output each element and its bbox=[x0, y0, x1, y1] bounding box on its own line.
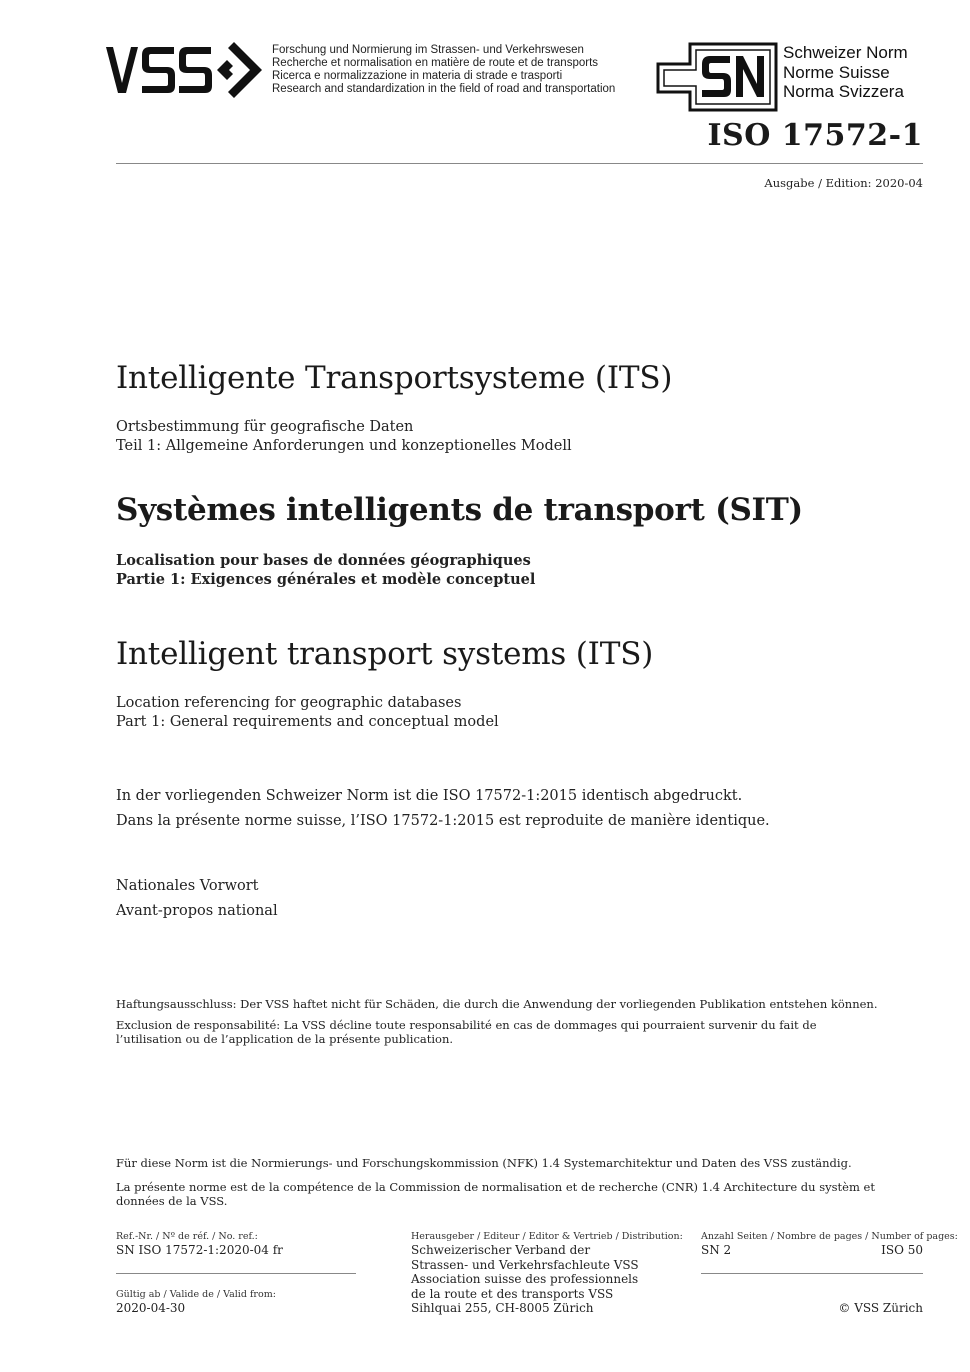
title-en: Intelligent transport systems (ITS) bbox=[116, 636, 654, 672]
foreword-fr: Avant-propos national bbox=[116, 903, 278, 919]
sn-name-fr: Norme Suisse bbox=[783, 62, 890, 82]
vss-tagline-fr: Recherche et normalisation en matière de route et de transports bbox=[272, 57, 599, 69]
competence-fr: La présente norme est de la compétence de la Commission de normalisation et de recherche (CNR) 1.4 Architecture du systèm et données de la VSS. bbox=[116, 1180, 875, 1208]
publisher-line: Association suisse des professionnels bbox=[411, 1272, 639, 1286]
publisher-line: Schweizerischer Verband der bbox=[411, 1243, 591, 1257]
iso-number: ISO 17572-1 bbox=[707, 118, 923, 153]
sn-logo bbox=[656, 42, 778, 118]
title-fr: Systèmes intelligents de transport (SIT) bbox=[116, 492, 803, 528]
identity-note-fr: Dans la présente norme suisse, l’ISO 17572-1:2015 est reproduite de manière identique. bbox=[116, 813, 770, 829]
ref-label: Ref.-Nr. / Nº de réf. / No. ref.: bbox=[116, 1231, 258, 1242]
edition-date: Ausgabe / Edition: 2020-04 bbox=[764, 176, 923, 190]
publisher-line: Sihlquai 255, CH-8005 Zürich bbox=[411, 1301, 594, 1315]
subtitle-en-line1: Location referencing for geographic databases bbox=[116, 695, 462, 711]
subtitle-de-line1: Ortsbestimmung für geografische Daten bbox=[116, 419, 414, 435]
sn-name-de: Schweizer Norm bbox=[783, 43, 908, 62]
vss-tagline bbox=[272, 44, 615, 96]
pages-sn: SN 2 bbox=[701, 1243, 732, 1257]
sn-name-it: Norma Svizzera bbox=[783, 82, 904, 101]
foreword-de: Nationales Vorwort bbox=[116, 878, 259, 894]
publisher-line: de la route et des transports VSS bbox=[411, 1286, 614, 1301]
disclaimer-de: Haftungsausschluss: Der VSS haftet nicht für Schäden, die durch die Anwendung der vorliegenden Publikation entstehen können. bbox=[116, 997, 878, 1011]
pages-iso: ISO 50 bbox=[881, 1243, 923, 1257]
footer-divider-right bbox=[701, 1273, 923, 1274]
identity-note-de: In der vorliegenden Schweizer Norm ist die ISO 17572-1:2015 identisch abgedruckt. bbox=[116, 788, 743, 804]
publisher-address bbox=[411, 1243, 671, 1316]
subtitle-fr-line1: Localisation pour bases de données géographiques bbox=[116, 552, 531, 569]
vss-tagline-de: Forschung und Normierung im Strassen- und Verkehrswesen bbox=[272, 44, 584, 56]
subtitle-de bbox=[116, 418, 572, 455]
publisher-line: Strassen- und Verkehrsfachleute VSS bbox=[411, 1257, 639, 1272]
subtitle-fr-line2: Partie 1: Exigences générales et modèle conceptuel bbox=[116, 570, 536, 588]
competence-de: Für diese Norm ist die Normierungs- und Forschungskommission (NFK) 1.4 Systemarchitektur und Daten des VSS zuständig. bbox=[116, 1156, 852, 1170]
vss-tagline-en: Research and standardization in the field of road and transportation bbox=[272, 83, 616, 95]
subtitle-fr bbox=[116, 552, 535, 589]
disclaimer-fr: Exclusion de responsabilité: La VSS décline toute responsabilité en cas de dommages qui pourraient survenir du fait de l’utilisation ou de l’application de la présente publication. bbox=[116, 1018, 817, 1046]
subtitle-en-line2: Part 1: General requirements and conceptual model bbox=[116, 713, 499, 730]
publisher-label: Herausgeber / Editeur / Editor & Vertrieb / Distribution: bbox=[411, 1231, 683, 1242]
footer-divider-left bbox=[116, 1273, 356, 1274]
title-de: Intelligente Transportsysteme (ITS) bbox=[116, 360, 673, 396]
subtitle-en bbox=[116, 694, 499, 731]
valid-label: Gültig ab / Valide de / Valid from: bbox=[116, 1289, 276, 1300]
valid-value: 2020-04-30 bbox=[116, 1301, 186, 1315]
pages-label: Anzahl Seiten / Nombre de pages / Number of pages: bbox=[701, 1231, 958, 1242]
vss-tagline-it: Ricerca e normalizzazione in materia di strade e trasporti bbox=[272, 70, 563, 82]
sn-names bbox=[783, 43, 908, 102]
subtitle-de-line2: Teil 1: Allgemeine Anforderungen und konzeptionelles Modell bbox=[116, 437, 572, 454]
header-divider bbox=[116, 163, 923, 164]
vss-logo bbox=[104, 40, 266, 106]
copyright: © VSS Zürich bbox=[838, 1301, 923, 1315]
ref-value: SN ISO 17572-1:2020-04 fr bbox=[116, 1243, 283, 1257]
